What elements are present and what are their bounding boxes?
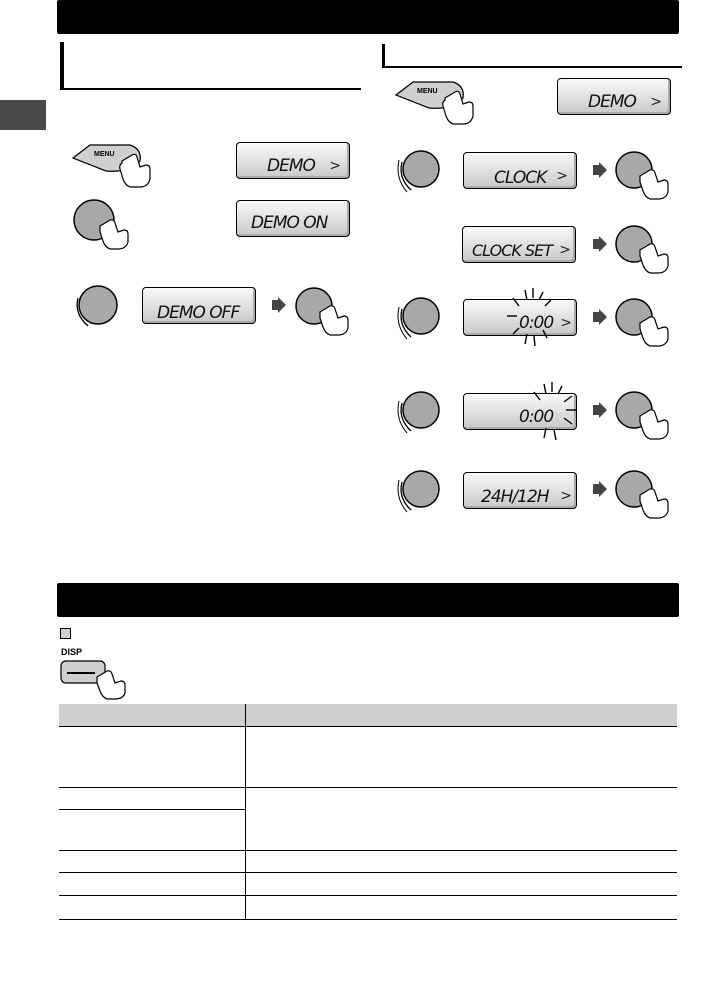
next-arrow-icon	[593, 309, 607, 325]
control-dial-turn[interactable]	[72, 284, 122, 334]
control-dial-press[interactable]	[294, 286, 354, 338]
lcd-clock-set: CLOCK SET >	[462, 226, 576, 263]
subsection-heading-demo	[60, 42, 361, 90]
next-arrow-icon	[593, 402, 607, 418]
blink-burst-icon	[503, 286, 563, 348]
lcd-hour: 0:00 >	[463, 299, 577, 336]
control-dial-press[interactable]	[614, 469, 674, 521]
control-dial-turn[interactable]	[396, 389, 442, 435]
next-arrow-icon	[593, 236, 607, 252]
control-dial-press[interactable]	[614, 150, 674, 202]
control-dial-turn[interactable]	[396, 295, 442, 341]
menu-button-press[interactable]	[393, 72, 483, 127]
lcd-24h-12h: 24H/12H >	[463, 472, 577, 509]
subsection-heading-clock	[382, 44, 682, 68]
lcd-demo-on: DEMO ON	[236, 200, 350, 237]
control-dial-press[interactable]	[72, 198, 152, 250]
next-arrow-icon	[593, 481, 607, 497]
lcd-demo: DEMO >	[557, 78, 671, 115]
disp-label: DISP	[61, 647, 83, 657]
lcd-demo-off: DEMO OFF	[142, 287, 256, 324]
menu-label: MENU	[94, 151, 115, 158]
control-dial-turn[interactable]	[396, 468, 442, 514]
section-header-bar-top	[57, 0, 679, 34]
next-arrow-icon	[593, 162, 607, 178]
table-header	[59, 704, 677, 726]
section-header-bar-display	[57, 583, 679, 617]
control-dial-press[interactable]	[614, 224, 674, 276]
blink-burst-icon	[522, 380, 582, 442]
next-arrow-icon	[272, 297, 286, 313]
lcd-demo: DEMO >	[236, 142, 350, 179]
page-side-tab	[0, 100, 46, 130]
menu-button-press[interactable]	[70, 135, 160, 190]
lcd-clock: CLOCK >	[463, 152, 577, 189]
disp-button-press[interactable]	[57, 645, 127, 700]
control-dial-press[interactable]	[614, 390, 674, 442]
control-dial-turn[interactable]	[396, 148, 442, 194]
checkbox-square-icon	[60, 628, 71, 639]
menu-label: MENU	[417, 88, 438, 95]
control-dial-press[interactable]	[614, 297, 674, 349]
lcd-minute: 0:00	[463, 393, 577, 430]
